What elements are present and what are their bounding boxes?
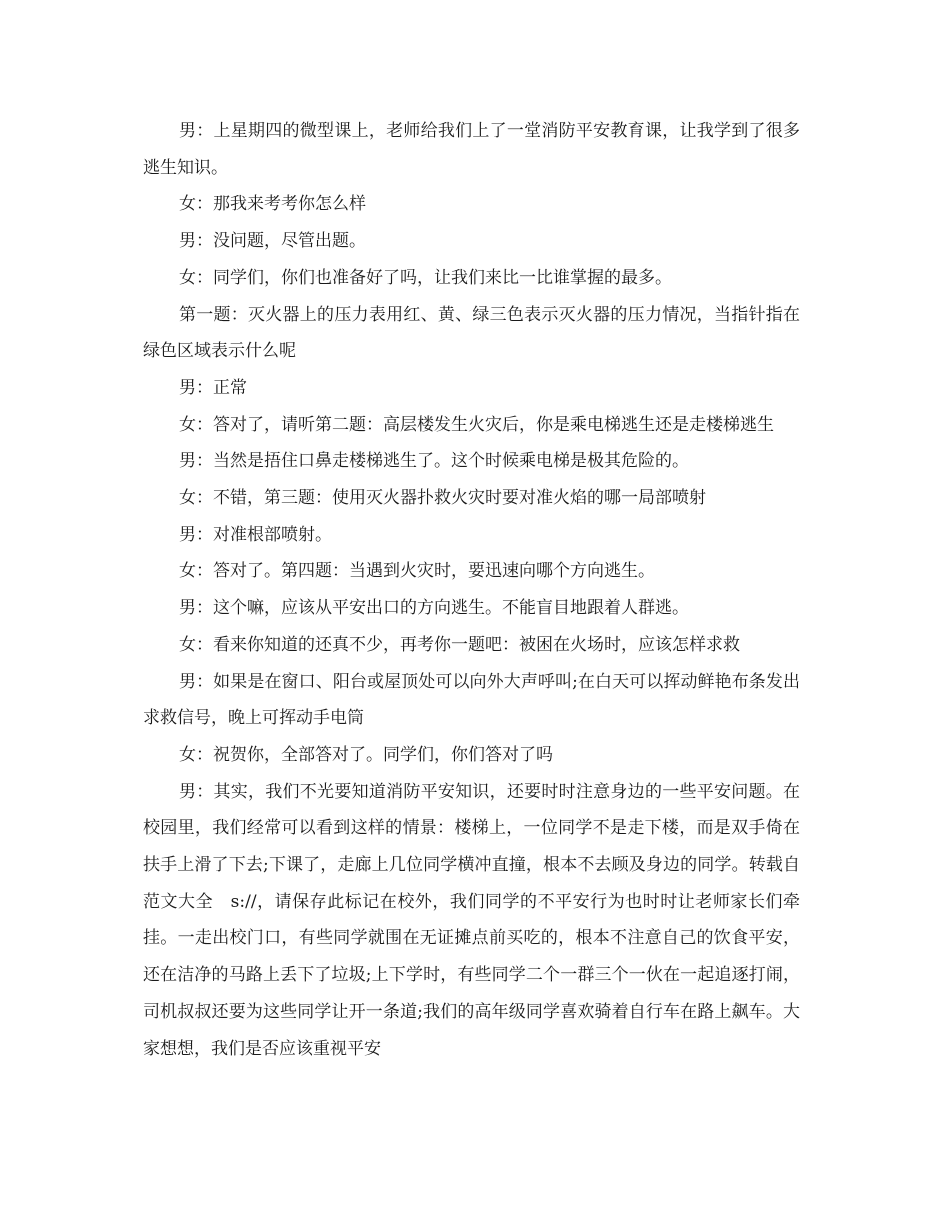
dialogue-paragraph: 男：如果是在窗口、阳台或屋顶处可以向外大声呼叫;在白天可以挥动鲜艳布条发出求救信号，晚上可挥动手电筒 (143, 671, 800, 729)
dialogue-paragraph: 女：答对了。第四题：当遇到火灾时，要迅速向哪个方向逃生。 (179, 561, 655, 582)
dialogue-paragraph: 女：答对了，请听第二题：高层楼发生火灾后，你是乘电梯逃生还是走楼梯逃生 (179, 414, 774, 435)
dialogue-paragraph: 男：当然是捂住口鼻走楼梯逃生了。这个时候乘电梯是极其危险的。 (179, 451, 689, 472)
dialogue-paragraph: 女：同学们，你们也准备好了吗，让我们来比一比谁掌握的最多。 (179, 267, 672, 288)
dialogue-paragraph: 女：那我来考考你怎么样 (179, 194, 366, 215)
dialogue-paragraph: 男：对准根部喷射。 (179, 524, 332, 545)
dialogue-paragraph: 男：其实，我们不光要知道消防平安知识，还要时时注意身边的一些平安问题。在校园里，我们经常可以看到这样的情景：楼梯上，一位同学不是走下楼，而是双手倚在扶手上滑了下去;下课了，走廊上几位同学横冲直撞，根本不去顾及身边的同学。转载自范文大全 s://，请保存此标记在校外，我们同学的不平安行为也时时让老师家长们牵挂。一走出校门口，有些同学就围在无证摊点前买吃的，根本不注意自己的饮食平安，还在洁净的马路上丢下了垃圾;上下学时，有些同学二个一群三个一伙在一起追逐打闹，司机叔叔还要为这些同学让开一条道;我们的高年级同学喜欢骑着自行车在路上飙车。大家想想，我们是否应该重视平安 (143, 781, 800, 1059)
document-body (143, 113, 800, 1067)
dialogue-paragraph: 男：上星期四的微型课上，老师给我们上了一堂消防平安教育课，让我学到了很多逃生知识。 (143, 121, 800, 178)
question-paragraph: 第一题：灭火器上的压力表用红、黄、绿三色表示灭火器的压力情况，当指针指在绿色区域表示什么呢 (143, 304, 800, 362)
dialogue-paragraph: 女：祝贺你，全部答对了。同学们，你们答对了吗 (179, 744, 553, 765)
dialogue-paragraph: 男：正常 (179, 377, 247, 398)
dialogue-paragraph: 女：看来你知道的还真不少，再考你一题吧：被困在火场时，应该怎样求救 (179, 634, 740, 655)
dialogue-paragraph: 男：没问题，尽管出题。 (179, 231, 366, 252)
dialogue-paragraph: 女：不错，第三题：使用灭火器扑救火灾时要对准火焰的哪一局部喷射 (179, 488, 706, 509)
dialogue-paragraph: 男：这个嘛，应该从平安出口的方向逃生。不能盲目地跟着人群逃。 (179, 598, 689, 619)
